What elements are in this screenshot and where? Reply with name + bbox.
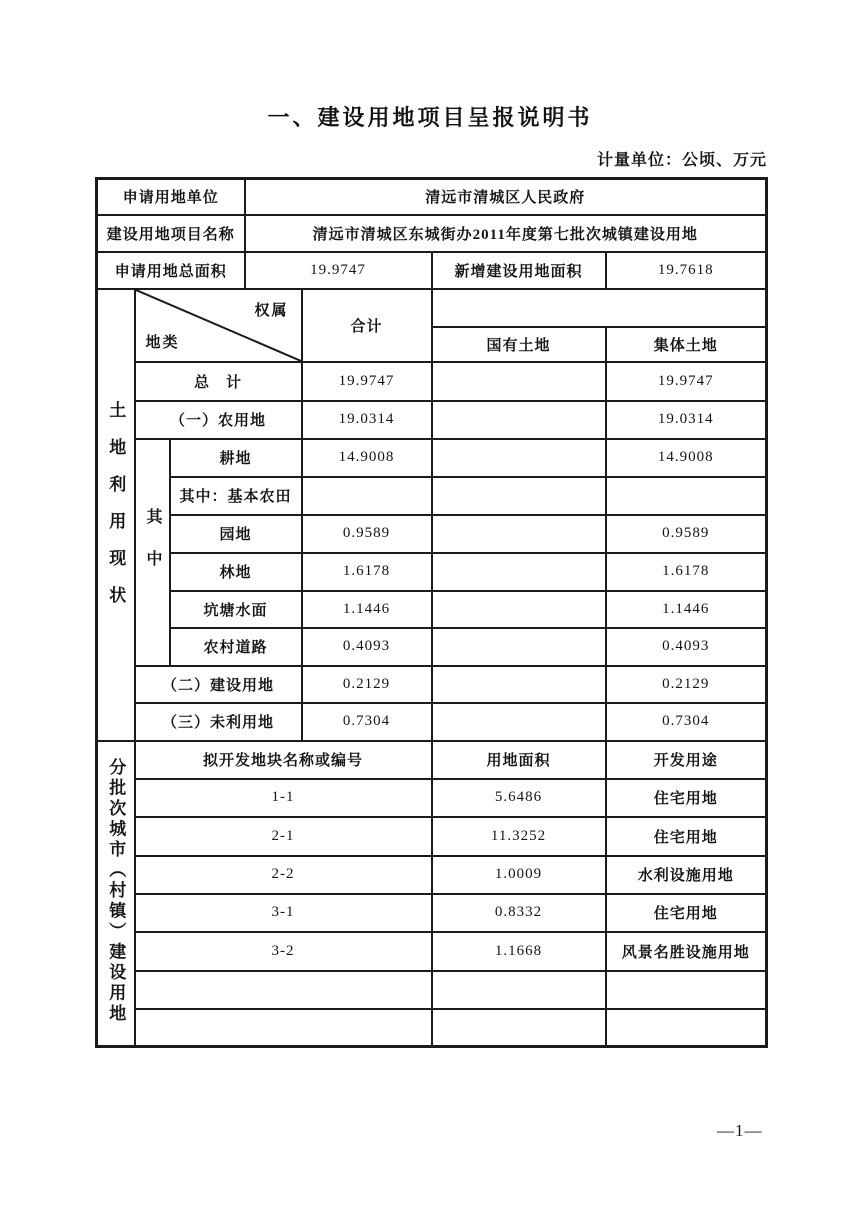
table-row xyxy=(97,856,767,894)
table-row xyxy=(97,591,767,628)
table-row xyxy=(97,703,767,741)
applicant-value: 清远市清城区人民政府 xyxy=(245,179,767,215)
total-area-value: 19.9747 xyxy=(245,252,432,289)
batch-section-label: 分批次城市（村镇）建设用地 xyxy=(106,757,126,1024)
land-application-table xyxy=(95,177,768,1048)
land-row-collective: 1.1446 xyxy=(606,591,767,628)
land-row-total: 19.9747 xyxy=(302,362,432,401)
parcel-area xyxy=(432,1009,606,1047)
parcel-name: 3-2 xyxy=(135,932,432,971)
parcel-use: 住宅用地 xyxy=(606,779,767,817)
table-row xyxy=(97,362,767,401)
parcel-use xyxy=(606,1009,767,1047)
land-row-state xyxy=(432,628,606,666)
land-row-total: 14.9008 xyxy=(302,439,432,477)
parcel-name: 2-1 xyxy=(135,817,432,856)
batch-header-row xyxy=(97,741,767,779)
parcel-area: 1.1668 xyxy=(432,932,606,971)
land-row-collective xyxy=(606,477,767,515)
parcel-use: 风景名胜设施用地 xyxy=(606,932,767,971)
ownership-group-header xyxy=(432,289,767,327)
col-header-state-land: 国有土地 xyxy=(432,327,606,362)
diagonal-header-cell xyxy=(135,289,302,362)
parcel-name: 2-2 xyxy=(135,856,432,894)
project-name-label: 建设用地项目名称 xyxy=(97,215,245,252)
applicant-row xyxy=(97,179,767,215)
land-row-total xyxy=(302,477,432,515)
diagonal-landtype-label: 地类 xyxy=(145,334,180,351)
table-row xyxy=(97,515,767,553)
land-row-collective: 0.9589 xyxy=(606,515,767,553)
col-header-parcel-use: 开发用途 xyxy=(606,741,767,779)
diagonal-ownership-label: 权属 xyxy=(254,302,289,319)
project-name-row xyxy=(97,215,767,252)
land-row-collective: 0.2129 xyxy=(606,666,767,703)
col-header-parcel-name: 拟开发地块名称或编号 xyxy=(135,741,432,779)
new-area-label: 新增建设用地面积 xyxy=(432,252,606,289)
parcel-use xyxy=(606,971,767,1009)
land-row-state xyxy=(432,362,606,401)
land-row-state xyxy=(432,591,606,628)
parcel-use: 住宅用地 xyxy=(606,894,767,932)
land-row-state xyxy=(432,439,606,477)
land-row-collective: 1.6178 xyxy=(606,553,767,591)
table-row xyxy=(97,439,767,477)
land-row-state xyxy=(432,515,606,553)
parcel-area: 0.8332 xyxy=(432,894,606,932)
land-row-total: 19.0314 xyxy=(302,401,432,439)
land-row-collective: 0.7304 xyxy=(606,703,767,741)
table-row xyxy=(97,401,767,439)
among-which-label: 其中 xyxy=(144,507,161,592)
parcel-name: 3-1 xyxy=(135,894,432,932)
parcel-area xyxy=(432,971,606,1009)
land-row-collective: 14.9008 xyxy=(606,439,767,477)
land-row-total: 1.6178 xyxy=(302,553,432,591)
land-row-state xyxy=(432,703,606,741)
among-which-cell xyxy=(135,439,170,666)
table-row xyxy=(97,477,767,515)
parcel-name xyxy=(135,971,432,1009)
table-row xyxy=(97,1009,767,1047)
project-name-value: 清远市清城区东城街办2011年度第七批次城镇建设用地 xyxy=(245,215,767,252)
parcel-area: 11.3252 xyxy=(432,817,606,856)
applicant-label: 申请用地单位 xyxy=(97,179,245,215)
land-row-label: （三）未利用地 xyxy=(135,703,302,741)
table-row xyxy=(97,553,767,591)
parcel-use: 水利设施用地 xyxy=(606,856,767,894)
total-area-row xyxy=(97,252,767,289)
land-row-state xyxy=(432,553,606,591)
table-row xyxy=(97,894,767,932)
col-header-parcel-area: 用地面积 xyxy=(432,741,606,779)
land-row-collective: 0.4093 xyxy=(606,628,767,666)
land-row-state xyxy=(432,401,606,439)
land-row-collective: 19.9747 xyxy=(606,362,767,401)
land-row-state xyxy=(432,477,606,515)
land-row-total: 0.2129 xyxy=(302,666,432,703)
land-row-total: 0.7304 xyxy=(302,703,432,741)
parcel-name: 1-1 xyxy=(135,779,432,817)
parcel-use: 住宅用地 xyxy=(606,817,767,856)
land-row-state xyxy=(432,666,606,703)
land-row-label: （一）农用地 xyxy=(135,401,302,439)
land-row-label: 园地 xyxy=(170,515,302,553)
land-use-section-label: 土地利用现状 xyxy=(106,401,126,623)
land-row-label: 农村道路 xyxy=(170,628,302,666)
land-row-label: 林地 xyxy=(170,553,302,591)
table-row xyxy=(97,932,767,971)
land-row-label: 坑塘水面 xyxy=(170,591,302,628)
land-row-label: （二）建设用地 xyxy=(135,666,302,703)
batch-section-cell xyxy=(97,741,135,1047)
col-header-collective-land: 集体土地 xyxy=(606,327,767,362)
page-title: 一、建设用地项目呈报说明书 xyxy=(267,105,593,130)
table-row xyxy=(97,817,767,856)
page-number: —1— xyxy=(717,1121,763,1140)
total-area-label: 申请用地总面积 xyxy=(97,252,245,289)
land-row-label: 其中：基本农田 xyxy=(170,477,302,515)
land-row-collective: 19.0314 xyxy=(606,401,767,439)
land-use-header-top xyxy=(97,289,767,327)
land-row-total: 0.4093 xyxy=(302,628,432,666)
land-row-total: 0.9589 xyxy=(302,515,432,553)
parcel-area: 1.0009 xyxy=(432,856,606,894)
new-area-value: 19.7618 xyxy=(606,252,767,289)
land-row-label: 总 计 xyxy=(135,362,302,401)
table-row xyxy=(97,971,767,1009)
table-row xyxy=(97,628,767,666)
measurement-unit-note: 计量单位：公顷、万元 xyxy=(596,152,767,169)
parcel-area: 5.6486 xyxy=(432,779,606,817)
land-use-section-cell xyxy=(97,289,135,741)
land-row-label: 耕地 xyxy=(170,439,302,477)
parcel-name xyxy=(135,1009,432,1047)
land-row-total: 1.1446 xyxy=(302,591,432,628)
table-row xyxy=(97,666,767,703)
col-header-total: 合计 xyxy=(302,289,432,362)
table-row xyxy=(97,779,767,817)
